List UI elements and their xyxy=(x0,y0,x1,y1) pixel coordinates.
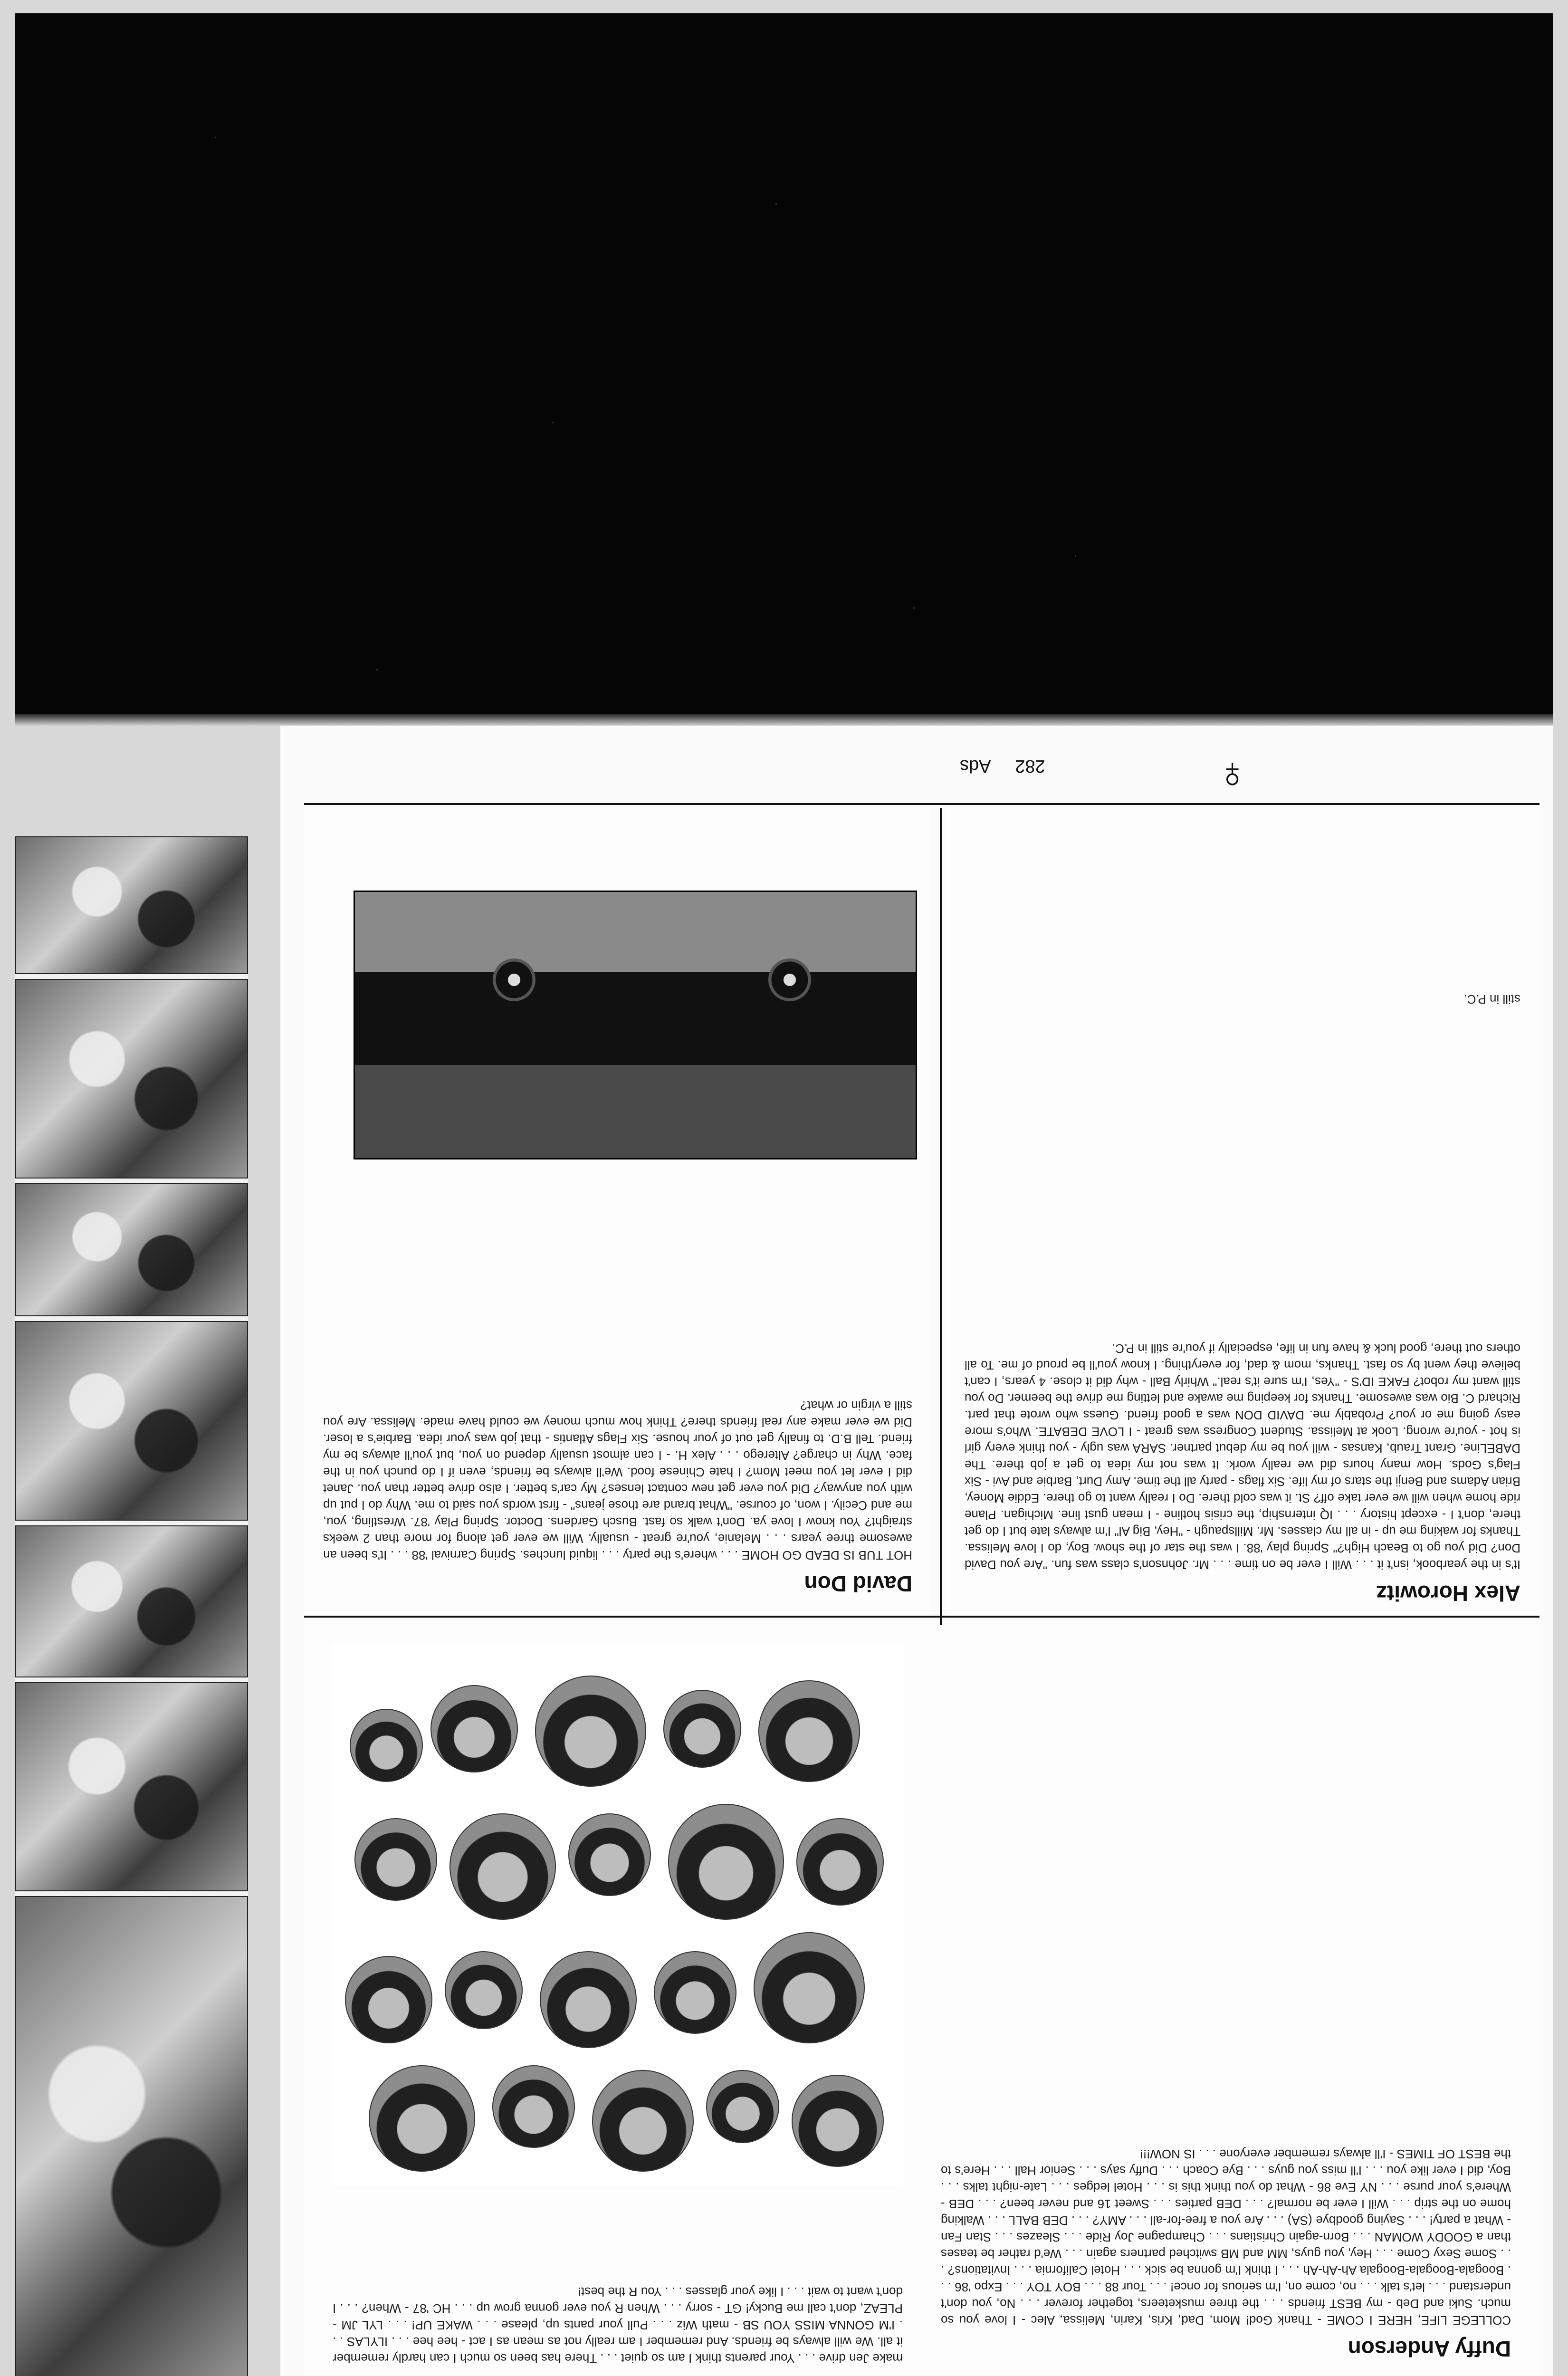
face-cutout xyxy=(568,1813,651,1896)
ad-name-duffy-anderson: Duffy Anderson xyxy=(1348,2337,1511,2361)
closing-line: still in P.C. xyxy=(1463,992,1520,1006)
photo-strip xyxy=(15,836,248,2376)
face-cutout xyxy=(350,1709,423,1782)
scan-speck xyxy=(913,607,915,609)
scan-speck xyxy=(1075,555,1076,556)
scan-speck xyxy=(775,203,777,205)
face-cutout xyxy=(354,1818,437,1901)
scan-speck xyxy=(215,137,216,138)
face-cutout xyxy=(796,1818,884,1906)
photo xyxy=(15,1321,248,1521)
ad-name-alex-horowitz: Alex Horowitz xyxy=(1376,1581,1520,1606)
page-number: 282 xyxy=(1015,756,1045,776)
ad-text-david-don: HOT TUB IS DEAD GO HOME . . . where's the party . . . liquid lunches. Spring Carnival '88 . . . It's been an awesome three years . . . Melanie, you're great - usually. Will we ever get along for more than 2 weeks straight? You know I love ya. Don't walk so fast. Busch Gardens. Doctor. Spring Play '87. Wrestling, you, me and Cecily. I won, of course. "What brand are those jeans" - first words you said to me. Why do I put up with you anyway? Did you ever get new contact lenses? My car's better. I also drive better than you. Janet did I ever let you meet Mom? I hate Chinese food. We'll always be friends, even if I do punch you in the face. Why in charge? Alterego . . . Alex H. - I can almost usually depend on you, but you'll always be my friend. Tell B.D. to finally get out of your house. Six Flags Atlantis - that job was your idea. Barbie's a loser. Did we ever make any real friends there? Think how much money we could have made. Melissa. Are you still a virgin or what? xyxy=(323,1399,912,1562)
face-cutout xyxy=(445,1951,523,2029)
face-cutout xyxy=(654,1951,736,2034)
face-cutout xyxy=(754,1932,865,2043)
wheel-shape xyxy=(493,958,535,1001)
page-footer xyxy=(960,756,1045,776)
face-cutout xyxy=(592,2070,694,2172)
photo xyxy=(15,1525,248,1677)
face-cutout xyxy=(540,1951,637,2048)
ad-text-duffy-anderson: COLLEGE LIFE, HERE I COME - Thank God! Mom, Dad, Kris, Karin, Melissa, Alec - I love you so much. Suki and Deb - my BEST friends . . . the three musketeers, together forever . . . No, you don't understand . . . let's talk . . . no, come on, I'm serious for once! . . . Tour 88 . . . BOY TOY . . . Expo '86 . . . Boogala-Boogala-Boogala Ah-Ah-Ah . . . I think I'm gonna be sick . . . Hotel California . . . Invitations? . . . Some Sexy Come . . . Hey, you guys, MM and MB switched partners again . . . We'd rather be teases than a GOODY WOMAN . . . Born-again Christians . . . Champagne Joy Ride . . . Sleazes . . . Stan Fan - What a party! . . . Saying goodbye (SA) . . . Are you a free-for-all . . . AMY? . . . DEB BALL . . . Walking home on the strip . . . Will I ever be normal? . . . DEB parties . . . Sweet 16 and never been? . . . DEB - Where's your purse . . . NY Eve 86 - What do you think this is . . . Hotel ledges . . . Late-night talks . . . Boy, did I ever like you . . . I'll miss you guys . . . Bye Coach . . . Duffy says . . . Senior Hall . . . Here's to the BEST OF TIMES - I'll always remember everyone . . . IS NOW!!! xyxy=(941,2147,1511,2328)
photo-collage xyxy=(333,1644,903,2186)
photo xyxy=(15,1896,248,2376)
scan-edge xyxy=(15,714,1553,726)
stick-figure-icon: ♀ xyxy=(1216,752,1249,799)
face-cutout xyxy=(792,2075,884,2167)
face-cutout xyxy=(449,1813,556,1920)
ad-column-right-2 xyxy=(304,808,931,1616)
ad-text-alex-horowitz: It's in the yearbook, isn't it . . . Will I ever be on time . . . Mr. Johnson's class was fun. "Are you David Don? Did you go to Beach High?" Spring play '88. I was the star of the show. Boy, do I love Melissa. Thanks for waking me up - in all my classes. Mr. Millspaugh - "Hey, Big Al" I'm always late but I do get there, don't I - except history . . . IQ internship, the crisis hotline - I mean gust line. Michigan. Plane ride home when will we ever take off? St. it was cold there. Do I really want to go there. Eddie Money, Brian Adams and Benji the stars of my life. Six flags - party all the time. Amy Durt, Barbie and Avi - Six Flag's Gods. How many hours did we really work. It was not my idea to get a job there. The DABELine. Grant Traub, Kansas - will you be my debut partner. SARA was ugly - you think every girl is hot - you're wrong. Look at Melissa. Student Congress was great - I LOVE DEBATE. Who's more easy going me or you? Probably me. DAVID DON was a good friend. Guess who wrote that part. Richard C. Bio was awesome. Thanks for keeping me awake and letting me drive the beemer. Do you still want my robot? FAKE ID'S - "Yes, I'm sure it's real." Whirly Ball - why did it close. 4 years, I can't believe they went by so fast. Thanks, mom & dad, for everything. I know you'll be proud of me. To all others out there, good luck & have fun in life, especially if you're still in P.C. xyxy=(965,1341,1520,1572)
photo xyxy=(15,1682,248,1891)
photo xyxy=(15,836,248,974)
scan-speck xyxy=(552,422,554,423)
face-cutout xyxy=(668,1804,784,1920)
scan-speck xyxy=(376,669,378,671)
horizontal-rule xyxy=(304,1616,1539,1618)
ad-name-david-don: David Don xyxy=(804,1571,912,1596)
face-cutout xyxy=(535,1676,646,1787)
blackout-region xyxy=(15,13,1553,714)
horizontal-rule xyxy=(304,803,1539,805)
car-photo xyxy=(354,891,917,1159)
face-cutout xyxy=(492,2065,575,2148)
ad-column-right xyxy=(946,808,1539,1616)
collage-caption: make Jen drive . . . Your parents think I am so quiet . . . There has been so much I can hardly remember it all. We will always be friends. And remember I am really not as mean as I act - hee hee . . . ILYLAS . . . I'M GONNA MISS YOU SB - math Wiz . . . Pull your pants up, please . . . WAKE UP! . . . LYL JM - PLEAZ, don't call me Bucky! GT - sorry . . . When R you ever gonna grow up . . . HC '87 - When? . . . I don't want to wait . . . I like your glasses . . . You R the best! xyxy=(333,2285,903,2366)
ad-section-lower xyxy=(304,1625,1539,2376)
face-cutout xyxy=(758,1680,860,1782)
photo xyxy=(15,979,248,1178)
face-cutout xyxy=(663,1690,741,1768)
face-cutout xyxy=(430,1685,518,1772)
face-cutout xyxy=(369,2065,475,2172)
face-cutout xyxy=(706,2070,779,2143)
section-label: Ads xyxy=(960,756,991,776)
face-cutout xyxy=(345,1956,432,2043)
photo xyxy=(15,1183,248,1316)
wheel-shape xyxy=(768,958,811,1001)
